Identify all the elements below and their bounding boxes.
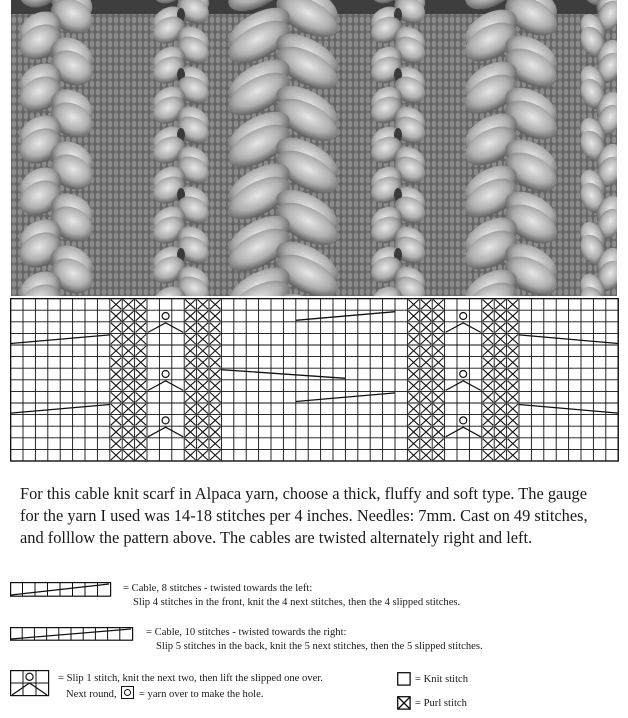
knitting-pattern-chart	[10, 298, 619, 462]
cable-right-instructions: Slip 5 stitches in the back, knit the 5 next stitches, then the 5 slipped stitches.	[156, 641, 483, 652]
cable-right-title: = Cable, 10 stitches - twisted towards the right:	[146, 627, 347, 638]
purl-stitch-label: = Purl stitch	[415, 698, 467, 709]
legend-cable-right	[10, 626, 620, 656]
slip-stitch-note	[66, 686, 263, 702]
pattern-description	[20, 483, 620, 549]
legend-slip-stitch	[10, 670, 390, 700]
cable-left-title: = Cable, 8 stitches - twisted towards the left:	[123, 583, 313, 594]
description-line-1: For this cable knit scarf in Alpaca yarn, choose a thick, fluffy and soft type. The gauge	[20, 484, 587, 503]
description-line-2: for the yarn I used was 14-18 stitches per 4 inches. Needles: 7mm. Cast on 49 stitches,	[20, 506, 588, 525]
legend-purl-stitch	[397, 696, 517, 712]
legend-knit-stitch	[397, 672, 517, 688]
slip-stitch-title: = Slip 1 stitch, knit the next two, then lift the slipped one over.	[58, 673, 323, 684]
eyelet-mark	[162, 313, 169, 320]
slip-stitch-symbol	[10, 670, 50, 697]
knitted-scarf-photo	[11, 0, 617, 296]
yarn-over-hole-icon	[121, 686, 134, 699]
slip-note-lead: Next round,	[66, 689, 117, 700]
description-line-3: and folllow the pattern above. The cables are twisted alternately right and left.	[20, 528, 533, 547]
eyelet-mark	[460, 417, 467, 424]
knit-stitch-icon	[397, 672, 411, 686]
slip-note-tail: = yarn over to make the hole.	[138, 689, 264, 700]
eyelet-mark	[162, 371, 169, 378]
cable-left-symbol	[10, 582, 112, 598]
legend-cable-left	[10, 582, 620, 612]
purl-stitch-icon	[397, 696, 411, 710]
knit-stitch-label: = Knit stitch	[415, 674, 469, 685]
eyelet-mark	[162, 417, 169, 424]
cable-right-symbol	[10, 626, 134, 642]
eyelet-mark	[460, 313, 467, 320]
eyelet-mark	[460, 371, 467, 378]
cable-left-instructions: Slip 4 stitches in the front, knit the 4 next stitches, then the 4 slipped stitches.	[133, 597, 461, 608]
